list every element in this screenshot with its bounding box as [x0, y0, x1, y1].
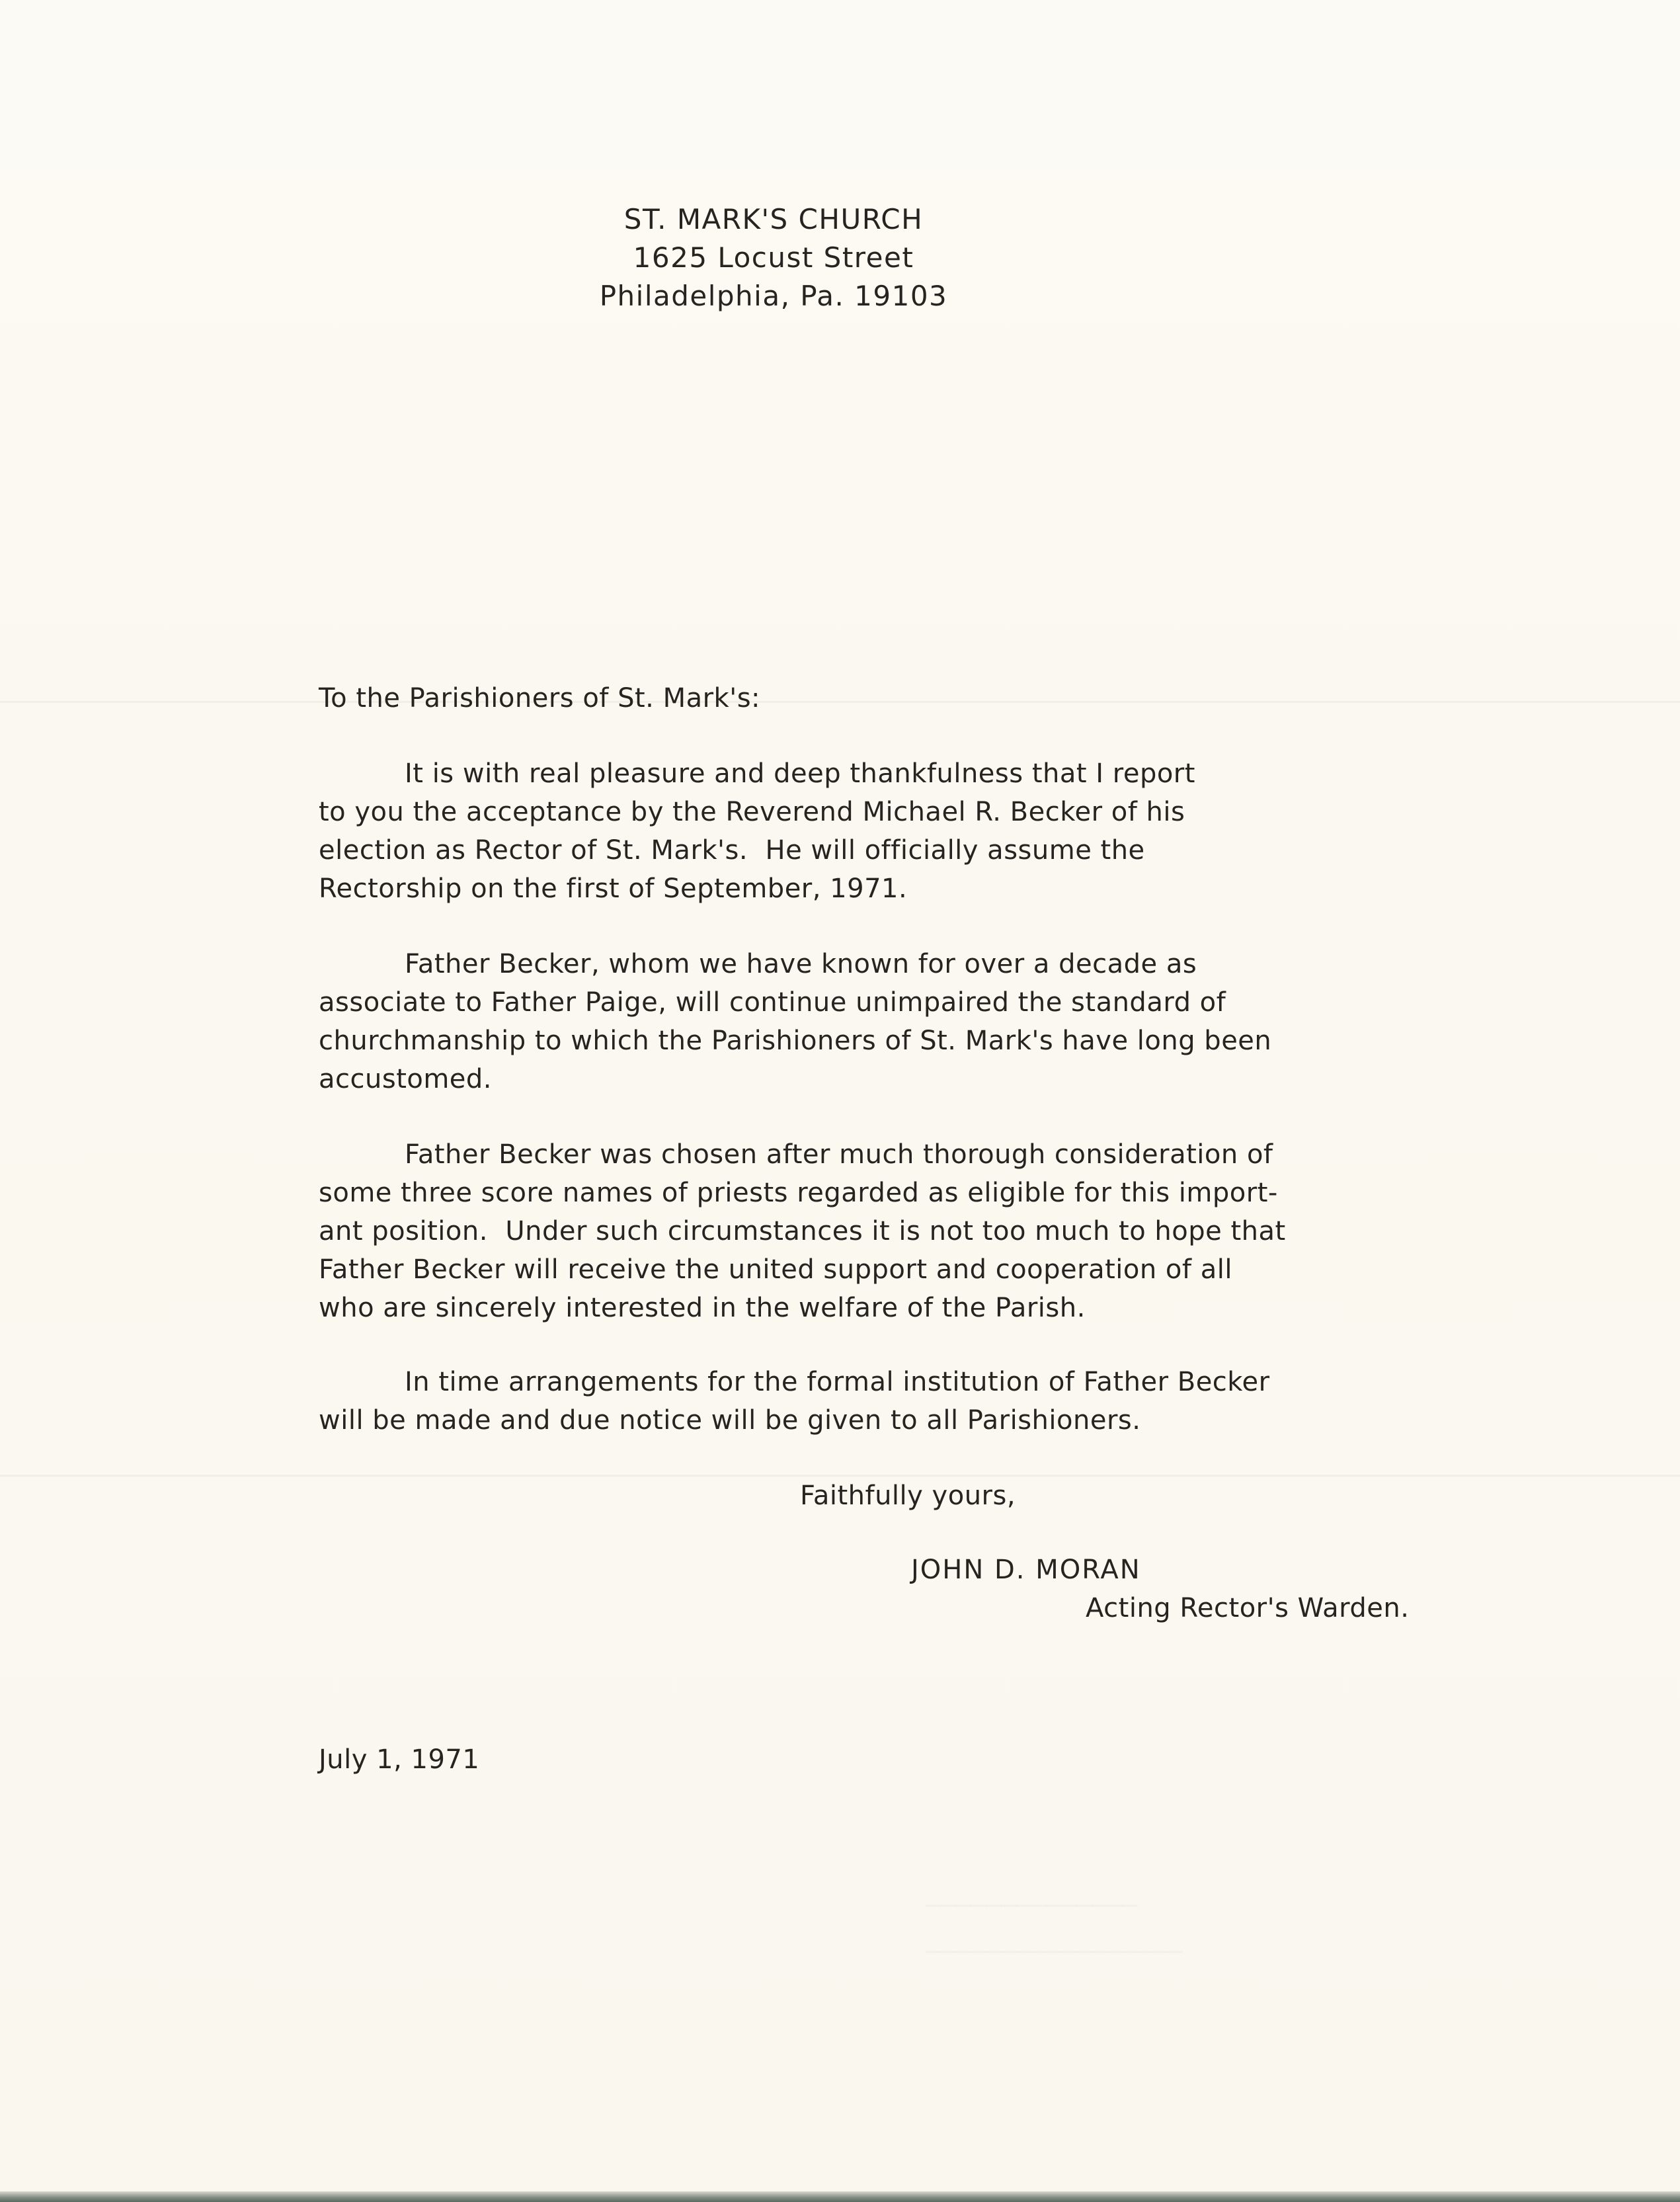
paragraph-line: accustomed.	[319, 1064, 493, 1094]
church-name: ST. MARK'S CHURCH	[623, 203, 924, 235]
paragraph-line: associate to Father Paige, will continue unimpaired the standard of	[319, 987, 1226, 1018]
bleed-through-mark: ──────────────	[926, 1891, 1138, 1920]
paragraph-line: Father Becker will receive the united support and cooperation of all	[319, 1254, 1232, 1285]
paragraph-line: churchmanship to which the Parishioners of St. Mark's have long been	[319, 1026, 1272, 1056]
page-bottom-edge	[0, 2191, 1680, 2202]
signer-name: JOHN D. MORAN	[911, 1555, 1141, 1585]
closing: Faithfully yours,	[800, 1481, 1016, 1511]
paragraph-line: election as Rector of St. Mark's. He will officially assume the	[319, 835, 1145, 866]
bleed-through-mark: ─────────────────	[926, 1937, 1183, 1967]
paragraph-line: who are sincerely interested in the welfare of the Parish.	[319, 1293, 1086, 1323]
church-street: 1625 Locust Street	[633, 241, 914, 274]
church-city: Philadelphia, Pa. 19103	[599, 280, 948, 312]
paragraph-line: Father Becker, whom we have known for over a decade as	[405, 949, 1197, 979]
paragraph-line: Rectorship on the first of September, 1971.	[319, 874, 908, 904]
letter-date: July 1, 1971	[319, 1744, 480, 1775]
paper-fold-line	[0, 701, 1680, 703]
paragraph-line: ant position. Under such circumstances it is not too much to hope that	[319, 1216, 1286, 1246]
paragraph-line: Father Becker was chosen after much thorough consideration of	[405, 1139, 1273, 1170]
paragraph-line: some three score names of priests regarded as eligible for this import-	[319, 1178, 1278, 1208]
paragraph-line: It is with real pleasure and deep thankfulness that I report	[405, 758, 1195, 789]
paragraph-line: will be made and due notice will be given to all Parishioners.	[319, 1405, 1141, 1436]
paragraph-line: In time arrangements for the formal institution of Father Becker	[405, 1367, 1270, 1397]
paragraph-line: to you the acceptance by the Reverend Michael R. Becker of his	[319, 797, 1185, 827]
salutation: To the Parishioners of St. Mark's:	[319, 683, 761, 714]
signer-title: Acting Rector's Warden.	[1086, 1593, 1410, 1623]
